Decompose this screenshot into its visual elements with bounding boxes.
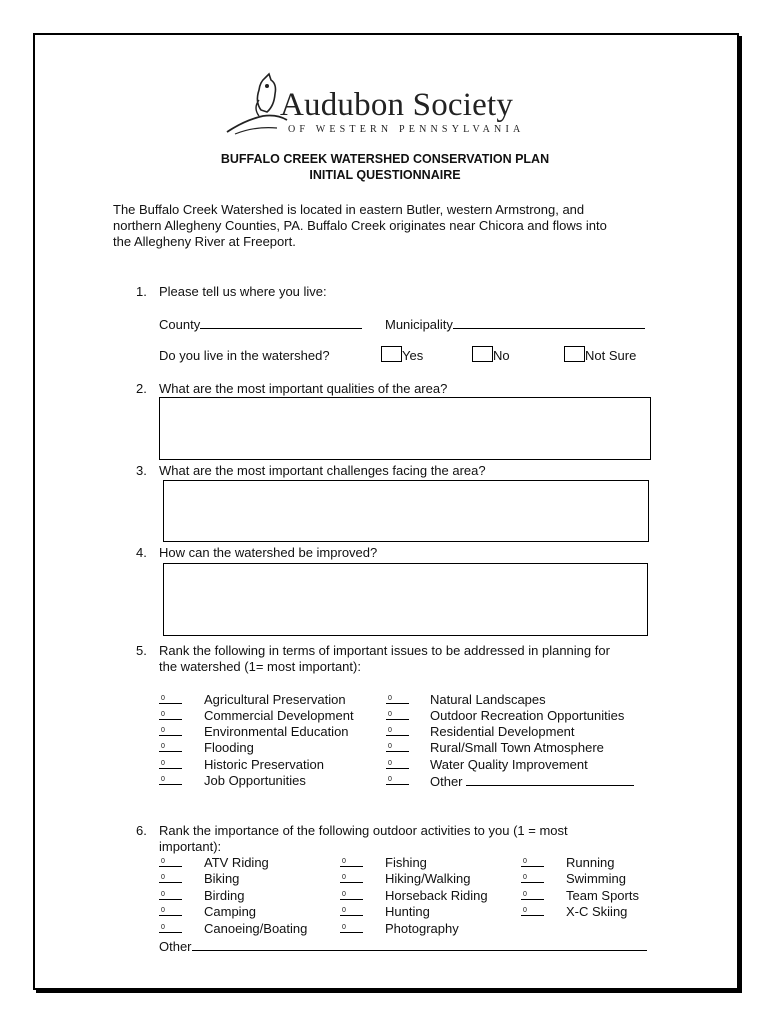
page-subtitle: INITIAL QUESTIONNAIRE: [309, 168, 461, 182]
rank-input[interactable]: 0: [386, 759, 409, 769]
rank-input[interactable]: 0: [159, 775, 182, 785]
not-sure-label: Not Sure: [585, 348, 637, 363]
rank-item-label: Other: [430, 774, 463, 789]
activity-label: X-C Skiing: [566, 904, 628, 919]
activity-label: Swimming: [566, 871, 626, 886]
watershed-question: Do you live in the watershed?: [159, 348, 330, 363]
rank-input[interactable]: 0: [340, 890, 363, 900]
municipality-label: Municipality: [385, 317, 453, 332]
rank-item-label: Historic Preservation: [204, 757, 324, 772]
rank-input[interactable]: 0: [340, 873, 363, 883]
question-4-text: How can the watershed be improved?: [159, 545, 378, 560]
other-activity-label: Other: [159, 939, 192, 954]
county-field[interactable]: [159, 316, 362, 332]
rank-input[interactable]: 0: [521, 873, 544, 883]
intro-line: The Buffalo Creek Watershed is located in eastern Butler, western Armstrong, and: [113, 202, 585, 217]
rank-input[interactable]: 0: [159, 726, 182, 736]
rank-input[interactable]: 0: [159, 742, 182, 752]
rank-input[interactable]: 0: [386, 742, 409, 752]
activity-label: ATV Riding: [204, 855, 269, 870]
rank-item-label: Residential Development: [430, 724, 575, 739]
question-3-text: What are the most important challenges facing the area?: [159, 463, 486, 478]
rank-input[interactable]: 0: [159, 694, 182, 704]
logo-subtitle: OF WESTERN PENNSYLVANIA: [288, 124, 525, 135]
rank-item-label: Agricultural Preservation: [204, 692, 346, 707]
other-issue-field[interactable]: [430, 773, 634, 789]
no-checkbox[interactable]: [472, 346, 493, 362]
rank-item-label: Flooding: [204, 740, 254, 755]
rank-input[interactable]: 0: [159, 710, 182, 720]
yes-label: Yes: [402, 348, 424, 363]
rank-input[interactable]: 0: [340, 923, 363, 933]
rank-item-label: Rural/Small Town Atmosphere: [430, 740, 604, 755]
rank-input[interactable]: 0: [159, 923, 182, 933]
improvement-answer-box[interactable]: [163, 563, 648, 636]
rank-item-label: Water Quality Improvement: [430, 757, 588, 772]
rank-item-label: Environmental Education: [204, 724, 349, 739]
activity-label: Photography: [385, 921, 459, 936]
activity-label: Canoeing/Boating: [204, 921, 308, 936]
intro-line: northern Allegheny Counties, PA. Buffalo Creek originates near Chicora and flows into: [113, 218, 607, 233]
activity-label: Horseback Riding: [385, 888, 488, 903]
no-label: No: [493, 348, 510, 363]
intro-line: the Allegheny River at Freeport.: [113, 234, 296, 249]
page-title: BUFFALO CREEK WATERSHED CONSERVATION PLAN: [220, 152, 550, 166]
rank-input[interactable]: 0: [159, 857, 182, 867]
rank-input[interactable]: 0: [386, 694, 409, 704]
activity-label: Biking: [204, 871, 240, 886]
question-number: 2.: [136, 381, 147, 396]
rank-input[interactable]: 0: [386, 726, 409, 736]
activity-label: Team Sports: [566, 888, 639, 903]
other-activity-field[interactable]: [159, 938, 647, 954]
rank-item-label: Natural Landscapes: [430, 692, 546, 707]
question-number: 1.: [136, 284, 147, 299]
rank-input[interactable]: 0: [386, 775, 409, 785]
question-number: 5.: [136, 643, 147, 658]
yes-checkbox[interactable]: [381, 346, 402, 362]
other-issue-input-line[interactable]: [466, 773, 634, 786]
qualities-answer-box[interactable]: [159, 397, 651, 460]
activity-label: Fishing: [385, 855, 427, 870]
municipality-field[interactable]: [385, 316, 645, 332]
not-sure-checkbox[interactable]: [564, 346, 585, 362]
activity-label: Running: [566, 855, 615, 870]
other-activity-input-line[interactable]: [192, 938, 647, 951]
logo-wordmark: Audubon Society: [280, 87, 514, 123]
rank-item-label: Outdoor Recreation Opportunities: [430, 708, 625, 723]
activity-label: Birding: [204, 888, 245, 903]
question-6-text: Rank the importance of the following outdoor activities to you (1 = most: [159, 823, 568, 838]
question-number: 3.: [136, 463, 147, 478]
activity-label: Hiking/Walking: [385, 871, 471, 886]
question-1-text: Please tell us where you live:: [159, 284, 327, 299]
question-2-text: What are the most important qualities of the area?: [159, 381, 448, 396]
question-5-text: Rank the following in terms of important issues to be addressed in planning for: [159, 643, 610, 658]
county-label: County: [159, 317, 201, 332]
rank-input[interactable]: 0: [159, 906, 182, 916]
activity-label: Camping: [204, 904, 257, 919]
question-number: 4.: [136, 545, 147, 560]
rank-input[interactable]: 0: [159, 759, 182, 769]
rank-input[interactable]: 0: [386, 710, 409, 720]
question-number: 6.: [136, 823, 147, 838]
rank-input[interactable]: 0: [159, 873, 182, 883]
challenges-answer-box[interactable]: [163, 480, 649, 542]
municipality-input-line[interactable]: [453, 316, 645, 329]
question-6-text-cont: important):: [159, 839, 222, 854]
rank-item-label: Commercial Development: [204, 708, 354, 723]
county-input-line[interactable]: [200, 316, 362, 329]
rank-input[interactable]: 0: [159, 890, 182, 900]
activity-label: Hunting: [385, 904, 430, 919]
rank-item-label: Job Opportunities: [204, 773, 306, 788]
rank-input[interactable]: 0: [340, 906, 363, 916]
rank-input[interactable]: 0: [521, 857, 544, 867]
rank-input[interactable]: 0: [521, 890, 544, 900]
rank-input[interactable]: 0: [340, 857, 363, 867]
question-5-text-cont: the watershed (1= most important):: [159, 659, 361, 674]
rank-input[interactable]: 0: [521, 906, 544, 916]
